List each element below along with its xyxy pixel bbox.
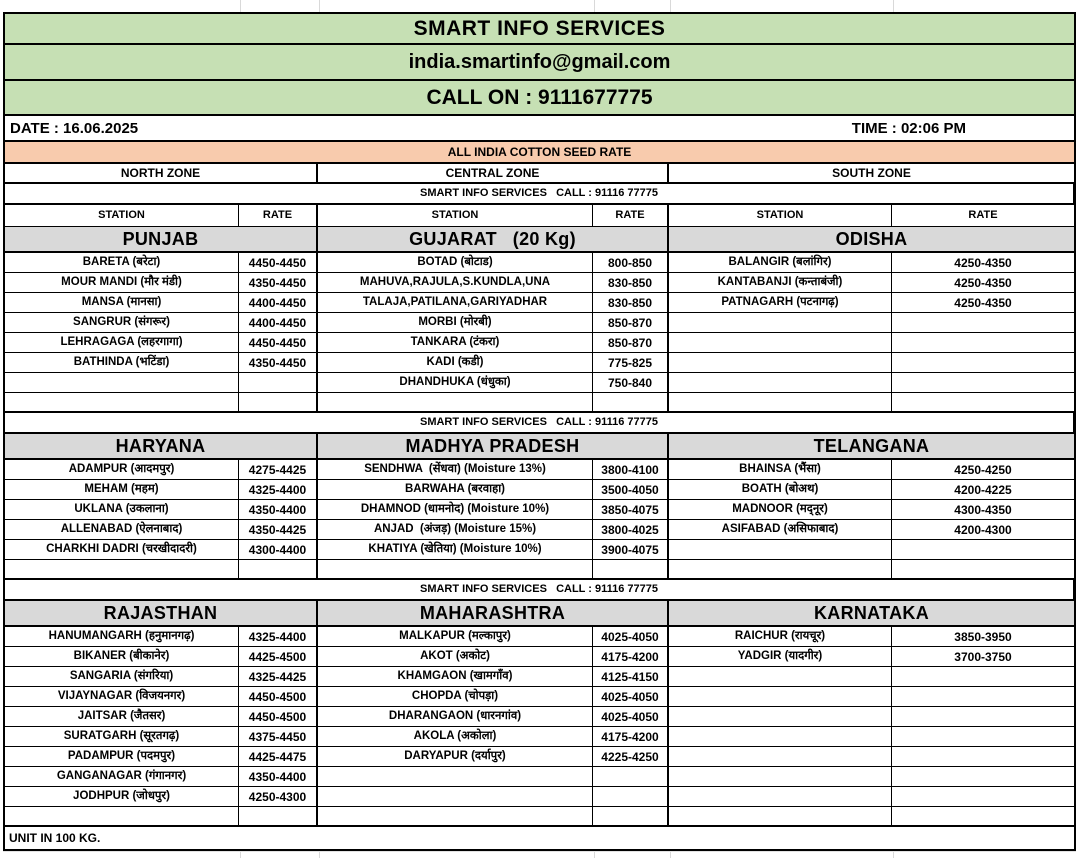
station-cell: BHAINSA (भैंसा) xyxy=(669,460,892,480)
rate-column-header: RATE xyxy=(239,205,318,227)
rate-cell xyxy=(892,353,1074,373)
station-cell: DARYAPUR (दर्यापुर) xyxy=(318,747,593,767)
station-cell xyxy=(669,313,892,333)
rate-cell: 4450-4450 xyxy=(239,253,318,273)
rate-cell xyxy=(593,560,669,580)
station-cell: HANUMANGARH (हनुमानगढ़) xyxy=(5,627,239,647)
table-row xyxy=(5,687,1074,707)
table-row xyxy=(5,727,1074,747)
rate-cell xyxy=(892,767,1074,787)
unit-note: UNIT IN 100 KG. xyxy=(9,831,101,845)
station-cell xyxy=(5,807,239,827)
spreadsheet-grid-strip-bottom xyxy=(3,851,1076,858)
rate-cell xyxy=(593,807,669,827)
table-row xyxy=(5,787,1074,807)
state-header-telangana: TELANGANA xyxy=(669,434,1074,460)
station-cell xyxy=(669,353,892,373)
station-cell: MANSA (मानसा) xyxy=(5,293,239,313)
rate-cell: 4450-4500 xyxy=(239,687,318,707)
rate-cell: 4250-4350 xyxy=(892,293,1074,313)
rate-cell: 4250-4300 xyxy=(239,787,318,807)
rate-column-header: RATE xyxy=(593,205,669,227)
station-cell: DHARANGAON (धारनगांव) xyxy=(318,707,593,727)
grid-line xyxy=(594,852,595,858)
state-header-row xyxy=(5,227,1074,253)
station-column-header: STATION xyxy=(318,205,593,227)
station-cell xyxy=(669,687,892,707)
station-cell xyxy=(669,727,892,747)
rate-cell xyxy=(239,373,318,393)
table-row xyxy=(5,707,1074,727)
table-row xyxy=(5,560,1074,580)
rate-cell xyxy=(892,373,1074,393)
state-header-rajasthan: RAJASTHAN xyxy=(5,601,318,627)
state-header-gujarat-kg: GUJARAT (20 Kg) xyxy=(318,227,669,253)
zone-central: CENTRAL ZONE xyxy=(318,164,669,184)
rate-cell: 750-840 xyxy=(593,373,669,393)
table-row xyxy=(5,627,1074,647)
station-cell: KADI (कडी) xyxy=(318,353,593,373)
station-cell xyxy=(669,540,892,560)
station-cell: ADAMPUR (आदमपुर) xyxy=(5,460,239,480)
rate-cell xyxy=(892,333,1074,353)
rate-cell: 4325-4425 xyxy=(239,667,318,687)
table-row xyxy=(5,667,1074,687)
table-row xyxy=(5,540,1074,560)
rate-cell: 4375-4450 xyxy=(239,727,318,747)
rate-cell xyxy=(892,707,1074,727)
station-cell xyxy=(669,560,892,580)
zone-header-row xyxy=(5,164,1074,184)
rate-cell: 4325-4400 xyxy=(239,480,318,500)
station-cell: AKOT (अकोट) xyxy=(318,647,593,667)
table-row xyxy=(5,747,1074,767)
station-cell xyxy=(669,747,892,767)
table-row xyxy=(5,313,1074,333)
station-column-header: STATION xyxy=(669,205,892,227)
rate-cell: 830-850 xyxy=(593,273,669,293)
report-banner: ALL INDIA COTTON SEED RATE xyxy=(5,142,1074,164)
rate-cell: 4275-4425 xyxy=(239,460,318,480)
station-cell: DHAMNOD (धामनोद) (Moisture 10%) xyxy=(318,500,593,520)
station-cell: YADGIR (यादगीर) xyxy=(669,647,892,667)
station-cell: KANTABANJI (कन्ताबंजी) xyxy=(669,273,892,293)
rate-cell xyxy=(239,560,318,580)
rate-cell: 4300-4350 xyxy=(892,500,1074,520)
date-time-row xyxy=(5,116,1074,142)
table-row xyxy=(5,807,1074,827)
grid-line xyxy=(893,852,894,858)
contact-line: SMART INFO SERVICES CALL : 91116 77775 xyxy=(5,580,1074,601)
contact-row xyxy=(5,413,1074,434)
rate-cell: 4250-4250 xyxy=(892,460,1074,480)
contact-line: SMART INFO SERVICES CALL : 91116 77775 xyxy=(5,413,1074,434)
station-cell: SURATGARH (सूरतगढ़) xyxy=(5,727,239,747)
station-cell: MORBI (मोरबी) xyxy=(318,313,593,333)
grid-line xyxy=(670,852,671,858)
rate-cell: 4350-4400 xyxy=(239,767,318,787)
station-cell: BIKANER (बीकानेर) xyxy=(5,647,239,667)
rate-cell xyxy=(892,393,1074,413)
rate-cell xyxy=(892,807,1074,827)
rate-cell xyxy=(892,687,1074,707)
contact-row xyxy=(5,580,1074,601)
grid-line xyxy=(670,0,671,12)
station-cell: KHATIYA (खेतिया) (Moisture 10%) xyxy=(318,540,593,560)
station-cell: BALANGIR (बलांगिर) xyxy=(669,253,892,273)
rate-cell: 3850-4075 xyxy=(593,500,669,520)
rate-column-header: RATE xyxy=(892,205,1074,227)
rate-cell: 3900-4075 xyxy=(593,540,669,560)
rate-cell: 4200-4300 xyxy=(892,520,1074,540)
grid-line xyxy=(594,0,595,12)
table-row xyxy=(5,273,1074,293)
station-cell: PATNAGARH (पटनागढ़) xyxy=(669,293,892,313)
rate-cell xyxy=(239,807,318,827)
rate-cell xyxy=(892,787,1074,807)
station-cell: LEHRAGAGA (लहरगागा) xyxy=(5,333,239,353)
rate-cell: 4425-4475 xyxy=(239,747,318,767)
station-cell: MOUR MANDI (मौर मंडी) xyxy=(5,273,239,293)
station-cell: JAITSAR (जैतसर) xyxy=(5,707,239,727)
station-cell: CHARKHI DADRI (चरखीदादरी) xyxy=(5,540,239,560)
column-header-row xyxy=(5,205,1074,227)
rate-cell: 4400-4450 xyxy=(239,293,318,313)
station-cell: ALLENABAD (ऐलनाबाद) xyxy=(5,520,239,540)
rate-cell: 775-825 xyxy=(593,353,669,373)
rate-cell: 4350-4450 xyxy=(239,353,318,373)
rate-sheet-table xyxy=(3,12,1076,851)
station-cell xyxy=(5,393,239,413)
grid-line xyxy=(240,0,241,12)
station-cell: TANKARA (टंकरा) xyxy=(318,333,593,353)
rate-cell xyxy=(892,667,1074,687)
station-cell: RAICHUR (रायचूर) xyxy=(669,627,892,647)
rate-cell: 4400-4450 xyxy=(239,313,318,333)
rate-cell: 800-850 xyxy=(593,253,669,273)
rate-cell: 4200-4225 xyxy=(892,480,1074,500)
time-label: TIME : 02:06 PM xyxy=(851,119,966,137)
station-cell xyxy=(669,787,892,807)
contact-line: SMART INFO SERVICES CALL : 91116 77775 xyxy=(5,184,1074,205)
state-header-maharashtra: MAHARASHTRA xyxy=(318,601,669,627)
station-column-header: STATION xyxy=(5,205,239,227)
station-cell xyxy=(669,393,892,413)
rate-cell: 4250-4350 xyxy=(892,253,1074,273)
table-row xyxy=(5,480,1074,500)
rate-cell: 4450-4450 xyxy=(239,333,318,353)
rate-cell: 4175-4200 xyxy=(593,647,669,667)
table-row xyxy=(5,333,1074,353)
rate-cell: 4025-4050 xyxy=(593,627,669,647)
rate-cell: 4450-4500 xyxy=(239,707,318,727)
rate-cell xyxy=(239,393,318,413)
station-cell: ANJAD (अंजड़) (Moisture 15%) xyxy=(318,520,593,540)
station-cell: BATHINDA (भटिंडा) xyxy=(5,353,239,373)
rate-cell: 3850-3950 xyxy=(892,627,1074,647)
station-cell: DHANDHUKA (धंधुका) xyxy=(318,373,593,393)
station-cell: MADNOOR (मद्नूर) xyxy=(669,500,892,520)
rate-cell: 3500-4050 xyxy=(593,480,669,500)
grid-line xyxy=(319,0,320,12)
rate-cell: 4175-4200 xyxy=(593,727,669,747)
rate-cell xyxy=(892,540,1074,560)
rate-cell: 4325-4400 xyxy=(239,627,318,647)
station-cell xyxy=(5,373,239,393)
rate-cell: 4025-4050 xyxy=(593,687,669,707)
station-cell: SANGRUR (संगरूर) xyxy=(5,313,239,333)
state-header-row xyxy=(5,434,1074,460)
rate-cell xyxy=(892,727,1074,747)
station-cell: PADAMPUR (पदमपुर) xyxy=(5,747,239,767)
rate-table-body xyxy=(5,184,1074,827)
station-cell: ASIFABAD (असिफाबाद) xyxy=(669,520,892,540)
table-row xyxy=(5,460,1074,480)
station-cell xyxy=(318,787,593,807)
station-cell: JODHPUR (जोधपुर) xyxy=(5,787,239,807)
station-cell: AKOLA (अकोला) xyxy=(318,727,593,747)
table-row xyxy=(5,767,1074,787)
rate-cell xyxy=(593,787,669,807)
state-header-row xyxy=(5,601,1074,627)
date-label: DATE : 16.06.2025 xyxy=(10,119,139,137)
station-cell: CHOPDA (चोपड़ा) xyxy=(318,687,593,707)
station-cell xyxy=(669,807,892,827)
table-row xyxy=(5,647,1074,667)
rate-cell: 3800-4100 xyxy=(593,460,669,480)
rate-cell xyxy=(593,767,669,787)
station-cell xyxy=(669,333,892,353)
station-cell xyxy=(669,767,892,787)
station-cell: MALKAPUR (मल्कापुर) xyxy=(318,627,593,647)
station-cell: VIJAYNAGAR (विजयनगर) xyxy=(5,687,239,707)
table-row xyxy=(5,520,1074,540)
station-cell xyxy=(5,560,239,580)
rate-cell: 850-870 xyxy=(593,313,669,333)
table-row xyxy=(5,393,1074,413)
rate-cell: 4225-4250 xyxy=(593,747,669,767)
rate-cell: 830-850 xyxy=(593,293,669,313)
station-cell: BOATH (बोअथ) xyxy=(669,480,892,500)
station-cell xyxy=(669,373,892,393)
state-header-punjab: PUNJAB xyxy=(5,227,318,253)
station-cell: TALAJA,PATILANA,GARIYADHAR xyxy=(318,293,593,313)
rate-cell: 4350-4400 xyxy=(239,500,318,520)
rate-cell: 850-870 xyxy=(593,333,669,353)
rate-cell: 4025-4050 xyxy=(593,707,669,727)
station-cell: SANGARIA (संगरिया) xyxy=(5,667,239,687)
rate-cell: 3700-3750 xyxy=(892,647,1074,667)
station-cell: MEHAM (महम) xyxy=(5,480,239,500)
zone-south: SOUTH ZONE xyxy=(669,164,1074,184)
state-header-madhya-pradesh: MADHYA PRADESH xyxy=(318,434,669,460)
station-cell: UKLANA (उकलाना) xyxy=(5,500,239,520)
rate-cell: 4300-4400 xyxy=(239,540,318,560)
zone-north: NORTH ZONE xyxy=(5,164,318,184)
grid-line xyxy=(893,0,894,12)
rate-cell: 4250-4350 xyxy=(892,273,1074,293)
rate-cell: 4350-4450 xyxy=(239,273,318,293)
station-cell xyxy=(318,560,593,580)
grid-line xyxy=(240,852,241,858)
rate-cell: 4425-4500 xyxy=(239,647,318,667)
station-cell: GANGANAGAR (गंगानगर) xyxy=(5,767,239,787)
table-row xyxy=(5,353,1074,373)
station-cell: KHAMGAON (खामगाँव) xyxy=(318,667,593,687)
grid-line xyxy=(319,852,320,858)
station-cell xyxy=(318,807,593,827)
state-header-odisha: ODISHA xyxy=(669,227,1074,253)
contact-row xyxy=(5,184,1074,205)
spreadsheet-grid-strip-top xyxy=(3,0,1076,12)
station-cell xyxy=(318,767,593,787)
station-cell: BARETA (बरेटा) xyxy=(5,253,239,273)
company-phone: CALL ON : 9111677775 xyxy=(5,81,1074,116)
state-header-karnataka: KARNATAKA xyxy=(669,601,1074,627)
rate-cell xyxy=(892,747,1074,767)
table-row xyxy=(5,500,1074,520)
station-cell xyxy=(669,667,892,687)
rate-cell xyxy=(593,393,669,413)
rate-cell xyxy=(892,560,1074,580)
rate-cell: 4350-4425 xyxy=(239,520,318,540)
station-cell xyxy=(669,707,892,727)
table-row xyxy=(5,373,1074,393)
station-cell xyxy=(318,393,593,413)
table-row xyxy=(5,293,1074,313)
station-cell: SENDHWA (सेंधवा) (Moisture 13%) xyxy=(318,460,593,480)
table-row xyxy=(5,253,1074,273)
station-cell: BARWAHA (बरवाहा) xyxy=(318,480,593,500)
state-header-haryana: HARYANA xyxy=(5,434,318,460)
rate-cell xyxy=(892,313,1074,333)
rate-cell: 3800-4025 xyxy=(593,520,669,540)
company-title: SMART INFO SERVICES xyxy=(5,14,1074,45)
station-cell: BOTAD (बोटाड) xyxy=(318,253,593,273)
rate-cell: 4125-4150 xyxy=(593,667,669,687)
company-email: india.smartinfo@gmail.com xyxy=(5,45,1074,81)
station-cell: MAHUVA,RAJULA,S.KUNDLA,UNA xyxy=(318,273,593,293)
